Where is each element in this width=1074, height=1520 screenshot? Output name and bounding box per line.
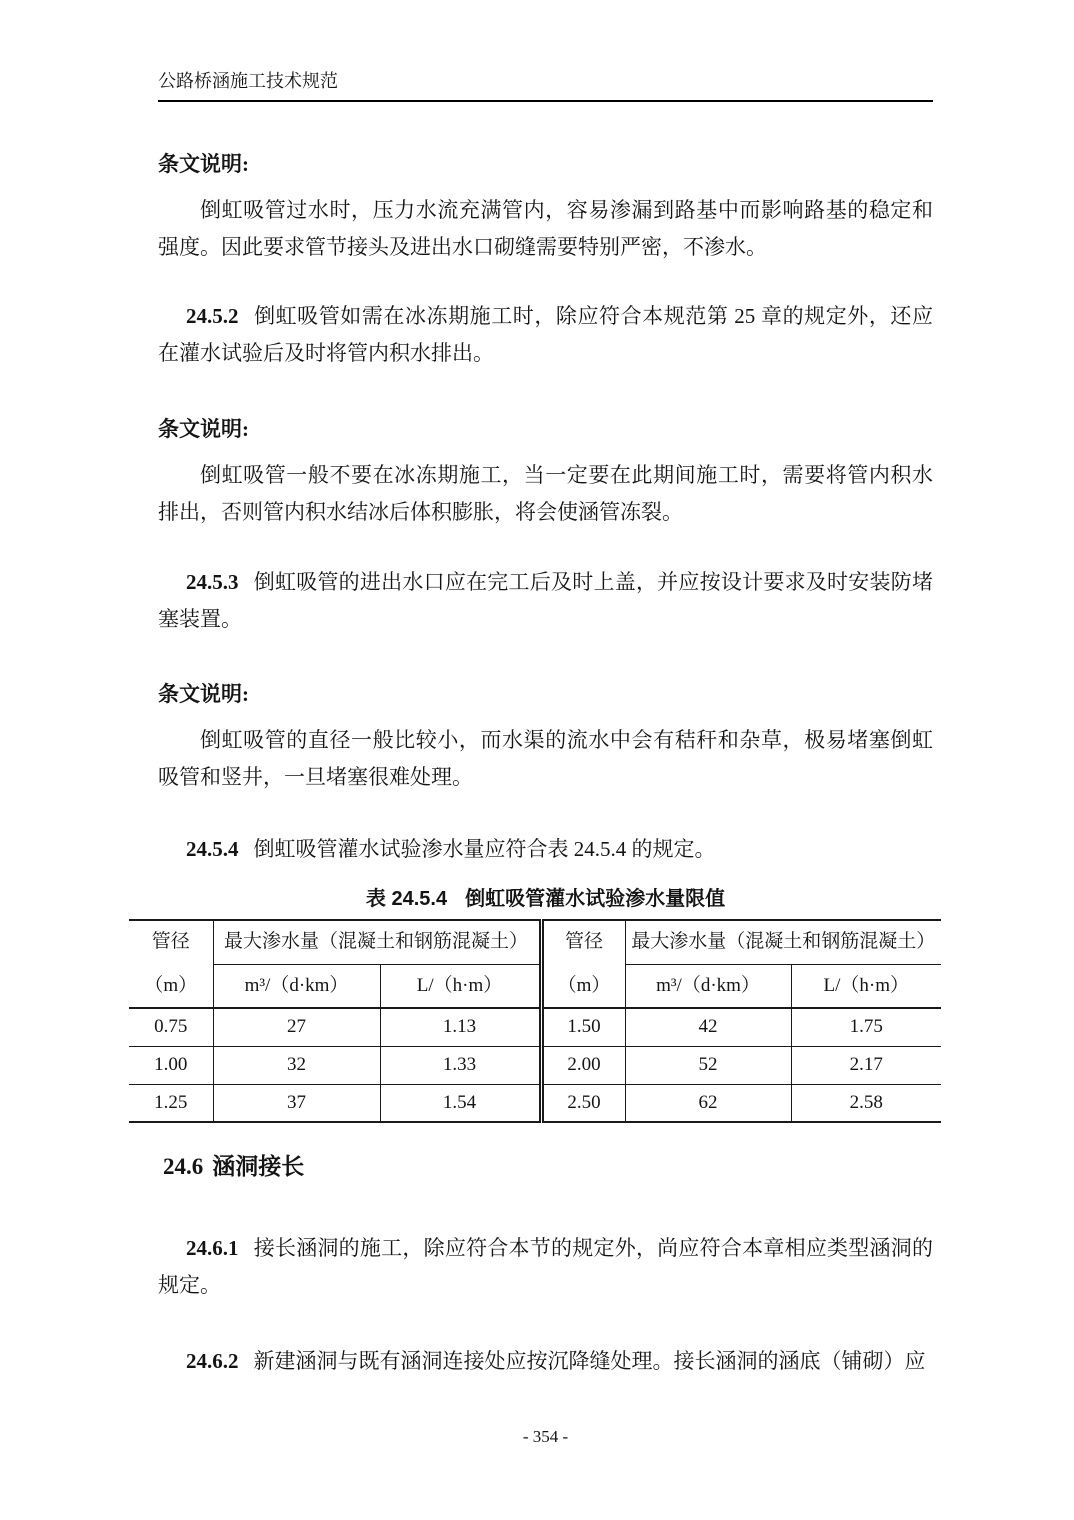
table-cell: 52 (625, 1046, 791, 1084)
table-cell: 37 (213, 1084, 380, 1122)
table-header-diameter-label: 管径 (151, 931, 190, 952)
clause-text: 接长涵洞的施工，除应符合本节的规定外，尚应符合本章相应类型涵洞的规定。 (158, 1236, 933, 1297)
table-header-unit-l-left: L/（h·m） (380, 964, 541, 1008)
table-cell: 2.58 (791, 1084, 941, 1122)
note-paragraph-3: 倒虹吸管的直径一般比较小，而水渠的流水中会有秸秆和杂草，极易堵塞倒虹吸管和竖井，一旦堵塞很难处理。 (158, 728, 933, 789)
table-caption-title: 倒虹吸管灌水试验渗水量限值 (465, 888, 726, 910)
table-cell: 1.00 (129, 1046, 213, 1084)
seepage-limits-table (129, 919, 941, 1123)
table-row (129, 1008, 941, 1046)
page-number: - 354 - (522, 1427, 569, 1446)
note-label-2: 条文说明: (158, 417, 249, 441)
table-header-diameter-label: 管径 (565, 931, 604, 952)
note-paragraph-1: 倒虹吸管过水时，压力水流充满管内，容易渗漏到路基中而影响路基的稳定和强度。因此要求管节接头及进出水口砌缝需要特别严密，不渗水。 (158, 198, 933, 259)
section-title: 涵洞接长 (212, 1153, 305, 1179)
table-header-diameter-left (129, 920, 213, 1008)
clause-24-5-2 (158, 298, 933, 372)
table-cell: 1.25 (154, 1091, 188, 1113)
table-header-max-seepage-left: 最大渗水量（混凝土和钢筋混凝土） (213, 920, 541, 964)
table-cell: 1.33 (380, 1046, 541, 1084)
table-caption (158, 885, 933, 913)
clause-24-5-4 (158, 831, 933, 868)
table-header-diameter-right (541, 920, 625, 1008)
table-cell: 2.00 (541, 1046, 625, 1084)
table-cell: 62 (625, 1084, 791, 1122)
table-caption-number: 表 24.5.4 (365, 888, 448, 910)
note-label-3: 条文说明: (158, 682, 249, 706)
clause-number: 24.5.2 (186, 304, 239, 328)
table-cell: 2.17 (791, 1046, 941, 1084)
clause-number: 24.6.1 (186, 1236, 239, 1260)
table-header-unit-l-right: L/（h·m） (791, 964, 941, 1008)
note-label-1: 条文说明: (158, 152, 249, 176)
table-header-diameter-unit: （m） (557, 975, 611, 996)
clause-number: 24.6.2 (186, 1349, 239, 1373)
clause-24-5-3 (158, 564, 933, 638)
table-header-unit-m3-left: m³/（d·km） (213, 964, 380, 1008)
table-row (129, 1046, 941, 1084)
table-cell: 1.54 (380, 1084, 541, 1122)
table-cell: 2.50 (541, 1084, 625, 1122)
clause-text: 新建涵洞与既有涵洞连接处应按沉降缝处理。接长涵洞的涵底（铺砌）应 (253, 1349, 926, 1373)
section-heading-24-6 (163, 1151, 933, 1182)
clause-text: 倒虹吸管如需在冰冻期施工时，除应符合本规范第 25 章的规定外，还应在灌水试验后及时将管内积水排出。 (158, 304, 933, 365)
table-header-unit-m3-right: m³/（d·km） (625, 964, 791, 1008)
running-header (158, 70, 933, 102)
clause-text: 倒虹吸管灌水试验渗水量应符合表 24.5.4 的规定。 (253, 837, 716, 861)
table-cell: 1.50 (541, 1008, 625, 1046)
table-header-diameter-unit: （m） (144, 975, 198, 996)
table-cell: 1.75 (791, 1008, 941, 1046)
clause-24-6-1 (158, 1230, 933, 1304)
table-cell: 1.13 (380, 1008, 541, 1046)
table-cell: 42 (625, 1008, 791, 1046)
table-row (129, 1084, 941, 1122)
clause-number: 24.5.3 (186, 570, 239, 594)
clause-24-6-2 (158, 1343, 933, 1380)
table-cell: 32 (213, 1046, 380, 1084)
running-header-title: 公路桥涵施工技术规范 (158, 71, 338, 91)
clause-text: 倒虹吸管的进出水口应在完工后及时上盖，并应按设计要求及时安装防堵塞装置。 (158, 570, 933, 631)
table-cell: 0.75 (129, 1008, 213, 1046)
section-number: 24.6 (163, 1154, 204, 1179)
table-cell: 27 (213, 1008, 380, 1046)
clause-number: 24.5.4 (186, 837, 239, 861)
table-header-max-seepage-right: 最大渗水量（混凝土和钢筋混凝土） (625, 920, 941, 964)
note-paragraph-2: 倒虹吸管一般不要在冰冻期施工，当一定要在此期间施工时，需要将管内积水排出，否则管内积水结冰后体积膨胀，将会使涵管冻裂。 (158, 463, 933, 524)
